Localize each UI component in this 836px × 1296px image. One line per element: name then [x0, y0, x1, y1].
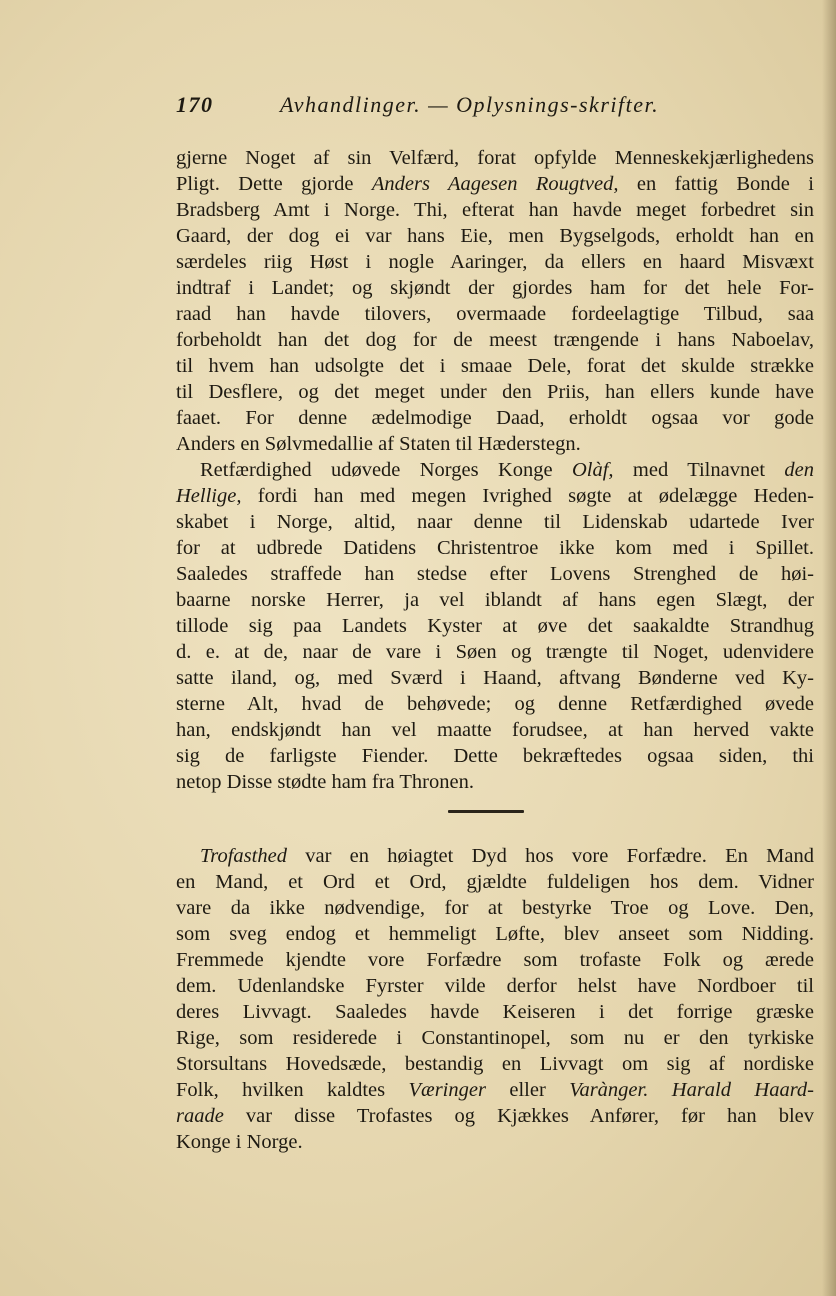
text-line: [176, 145, 814, 171]
italic-text: Harald Haard-: [671, 1079, 814, 1101]
text-line: [176, 843, 814, 869]
text-run: med Tilnavnet: [613, 459, 785, 481]
text-line: [176, 1103, 814, 1129]
italic-text: den: [784, 459, 814, 481]
text-line: [176, 379, 814, 405]
text-run: sig de farligste Fiender. Dette bekræftedes ogsaa siden, thi: [176, 745, 814, 767]
text-line: [176, 301, 814, 327]
text-run: særdeles riig Høst i nogle Aaringer, da ellers en haard Misvæxt: [176, 251, 814, 273]
text-line: [176, 743, 814, 769]
text-run: Storsultans Hovedsæde, bestandig en Livvagt om sig af nordiske: [176, 1053, 814, 1075]
text-line: [176, 1051, 814, 1077]
italic-text: Olàf,: [571, 459, 614, 481]
text-line: [176, 999, 814, 1025]
text-line: [176, 509, 814, 535]
text-line: [176, 973, 814, 999]
text-run: faaet. For denne ædelmodige Daad, erholdt ogsaa vor gode: [176, 407, 814, 429]
text-run: for at udbrede Datidens Christentroe ikke kom med i Spillet.: [176, 537, 814, 559]
text-run: Folk, hvilken kaldtes: [176, 1079, 409, 1101]
text-line: [176, 561, 814, 587]
text-run: forbeholdt han det dog for de meest trængende i hans Naboelav,: [176, 329, 814, 351]
text-line: [176, 483, 814, 509]
text-run: til hvem han udsolgte det i smaae Dele, forat det skulde strække: [176, 355, 814, 377]
text-line: [176, 353, 814, 379]
text-line: [176, 197, 814, 223]
text-run: en Mand, et Ord et Ord, gjældte fuldeligen hos dem. Vidner: [176, 871, 814, 893]
text-run: Pligt. Dette gjorde: [176, 173, 372, 195]
text-run: [648, 1079, 671, 1101]
text-line: [176, 921, 814, 947]
text-run: dem. Udenlandske Fyrster vilde derfor helst have Nordboer til: [176, 975, 814, 997]
text-run: Saaledes straffede han stedse efter Lovens Strenghed de høi-: [176, 563, 814, 585]
text-run: vare da ikke nødvendige, for at bestyrke Troe og Love. Den,: [176, 897, 814, 919]
text-line: [176, 639, 814, 665]
text-line: [176, 717, 814, 743]
text-line: [176, 223, 814, 249]
text-run: tillode sig paa Landets Kyster at øve det saakaldte Strandhug: [176, 615, 814, 637]
text-line: [176, 613, 814, 639]
paragraph-trofasthed: [176, 843, 814, 1155]
text-run: eller: [485, 1079, 570, 1101]
text-line: [176, 249, 814, 275]
text-line: [176, 431, 814, 457]
text-line: [176, 1025, 814, 1051]
text-line: [176, 171, 814, 197]
text-run: til Desflere, og det meget under den Priis, han ellers kunde have: [176, 381, 814, 403]
text-run: Bradsberg Amt i Norge. Thi, efterat han havde meget forbedret sin: [176, 199, 814, 221]
text-run: fordi han med megen Ivrighed søgte at ødelægge Heden-: [241, 485, 814, 507]
text-line: [176, 535, 814, 561]
text-line: [176, 405, 814, 431]
text-run: gjerne Noget af sin Velfærd, forat opfylde Menneskekjærlighedens: [176, 147, 814, 169]
text-run: satte iland, og, med Sværd i Haand, aftvang Bønderne ved Ky-: [176, 667, 814, 689]
italic-text: Væringer: [408, 1079, 486, 1101]
text-run: indtraf i Landet; og skjøndt der gjordes ham for det hele For-: [176, 277, 814, 299]
text-line: [176, 1077, 814, 1103]
text-run: Konge i Norge.: [176, 1131, 303, 1153]
text-line: [176, 327, 814, 353]
text-run: var disse Trofastes og Kjækkes Anfører, før han blev: [223, 1105, 814, 1127]
text-run: Anders en Sølvmedallie af Staten til Hæderstegn.: [176, 433, 581, 455]
italic-text: Trofasthed: [200, 845, 287, 867]
text-line: [176, 665, 814, 691]
text-line: [176, 691, 814, 717]
text-line: [176, 869, 814, 895]
text-line: [176, 457, 814, 483]
text-run: raad han havde tilovers, overmaade fordeelagtige Tilbud, saa: [176, 303, 814, 325]
text-run: deres Livvagt. Saaledes havde Keiseren i det forrige græske: [176, 1001, 814, 1023]
paragraph-velfaerd: [176, 145, 814, 457]
section-divider: [448, 810, 524, 813]
text-run: som sveg endog et hemmeligt Løfte, blev anseet som Nidding.: [176, 923, 814, 945]
text-run: Fremmede kjendte vore Forfædre som trofaste Folk og ærede: [176, 949, 814, 971]
text-run: d. e. at de, naar de vare i Søen og trængte til Noget, udenvidere: [176, 641, 814, 663]
text-line: [176, 895, 814, 921]
paragraph-retfaerdighed: [176, 457, 814, 795]
text-run: var en høiagtet Dyd hos vore Forfædre. En Mand: [286, 845, 814, 867]
text-run: netop Disse stødte ham fra Thronen.: [176, 771, 474, 793]
text-line: [176, 275, 814, 301]
text-run: han, endskjøndt han vel maatte forudsee, at han herved vakte: [176, 719, 814, 741]
italic-text: Anders Aagesen Rougtved,: [371, 173, 619, 195]
text-run: en fattig Bonde i: [618, 173, 814, 195]
running-header: [176, 92, 736, 122]
text-run: skabet i Norge, altid, naar denne til Lidenskab udartede Iver: [176, 511, 814, 533]
text-run: sterne Alt, hvad de behøvede; og denne Retfærdighed øvede: [176, 693, 814, 715]
italic-text: Varànger.: [569, 1079, 649, 1101]
text-line: [176, 947, 814, 973]
italic-text: raade: [176, 1105, 224, 1127]
page-number: 170: [176, 92, 214, 117]
text-line: [176, 587, 814, 613]
italic-text: Hellige,: [176, 485, 242, 507]
running-title: Avhandlinger. — Oplysnings-skrifter.: [280, 92, 660, 117]
text-line: [176, 1129, 814, 1155]
text-run: Gaard, der dog ei var hans Eie, men Bygselgods, erholdt han en: [176, 225, 814, 247]
page-edge-shadow: [822, 0, 836, 1296]
text-run: Rige, som residerede i Constantinopel, som nu er den tyrkiske: [176, 1027, 814, 1049]
text-line: [176, 769, 814, 795]
text-run: Retfærdighed udøvede Norges Konge: [200, 459, 572, 481]
text-run: baarne norske Herrer, ja vel iblandt af hans egen Slægt, der: [176, 589, 814, 611]
